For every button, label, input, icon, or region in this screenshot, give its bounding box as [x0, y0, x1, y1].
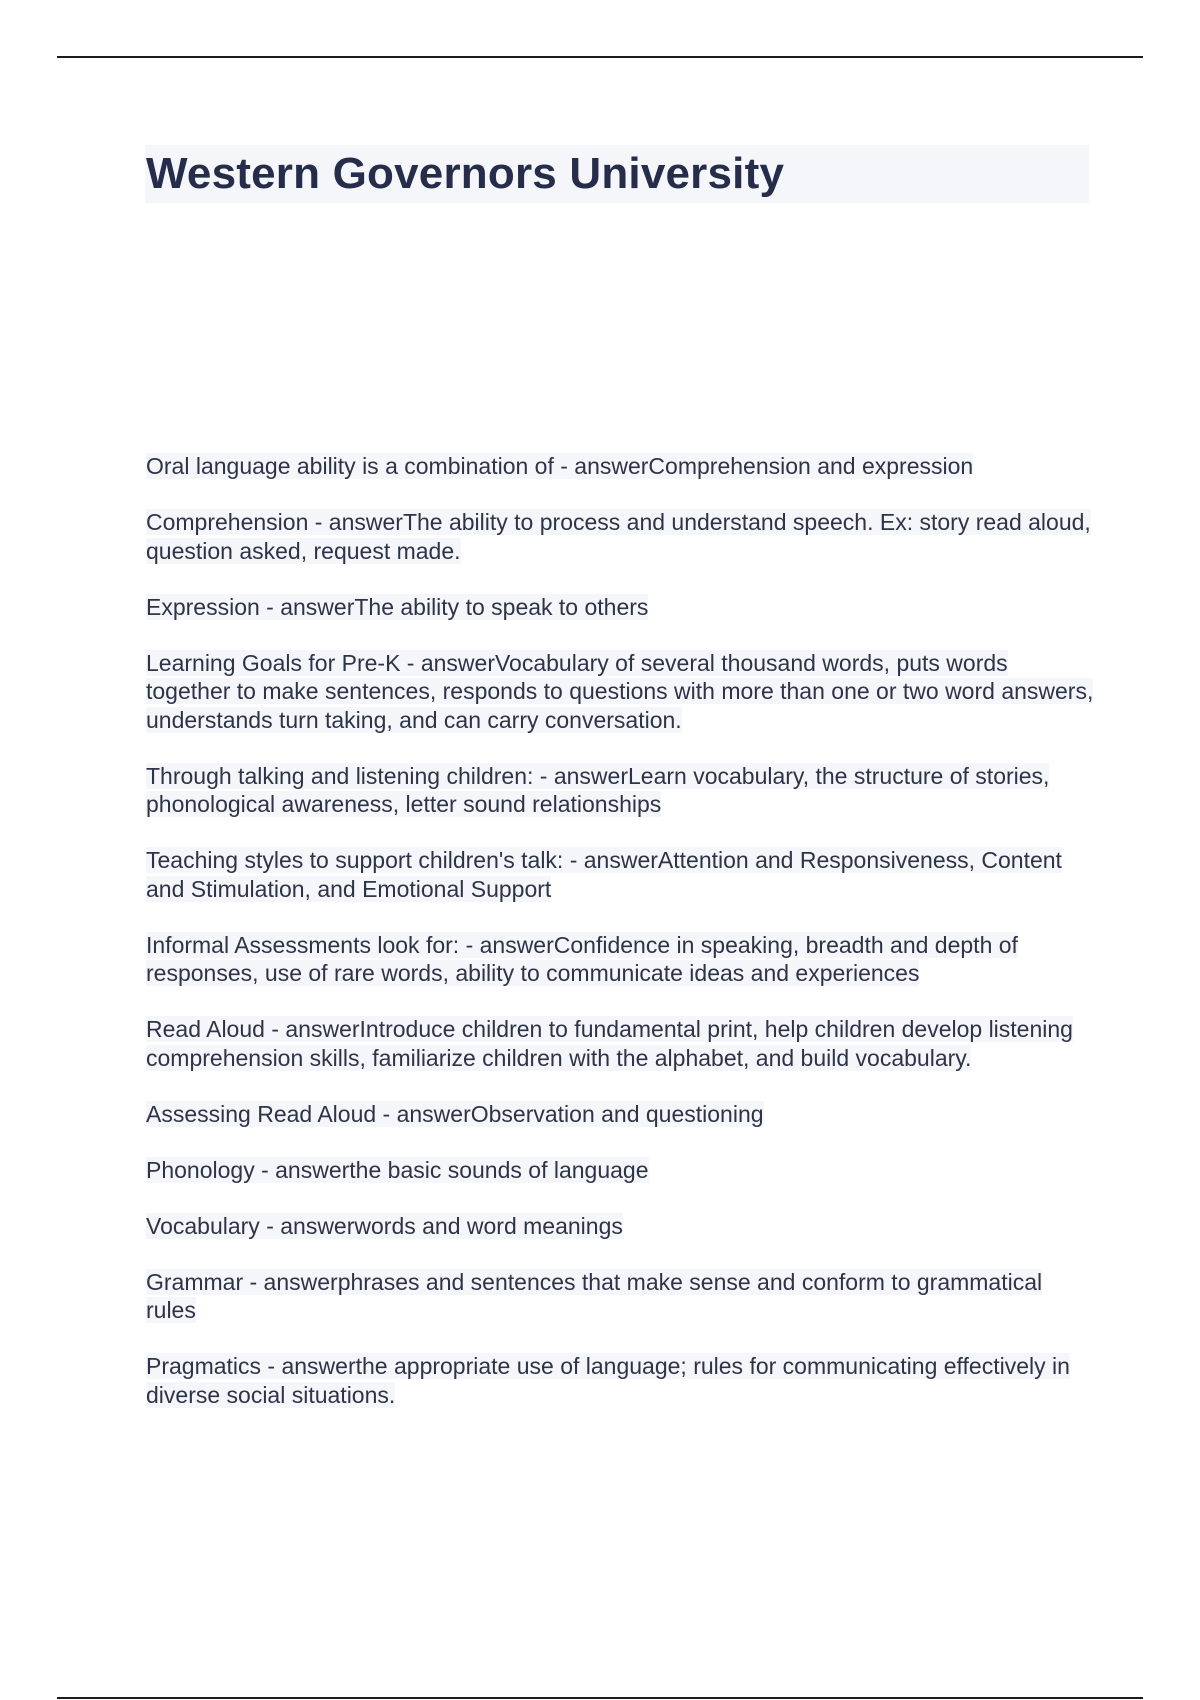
qa-item	[146, 762, 1096, 819]
qa-item	[146, 846, 1096, 903]
qa-text: Vocabulary - answerwords and word meanings	[146, 1212, 623, 1239]
qa-text: Expression - answerThe ability to speak to others	[146, 593, 649, 620]
qa-item	[146, 1352, 1096, 1409]
qa-item	[146, 931, 1096, 988]
qa-item	[146, 1156, 1096, 1185]
qa-item	[146, 649, 1096, 735]
page-title: Western Governors University	[146, 149, 785, 198]
top-rule	[57, 56, 1143, 58]
qa-item	[146, 1268, 1096, 1325]
qa-text: Learning Goals for Pre-K - answerVocabulary of several thousand words, puts words together to make sentences, responds to questions with more than one or two word answers, understands turn taking, and can carry conversation.	[146, 649, 1094, 733]
qa-text: Grammar - answerphrases and sentences that make sense and conform to grammatical rules	[146, 1268, 1043, 1323]
qa-text: Oral language ability is a combination of - answerComprehension and expression	[146, 453, 974, 479]
qa-item	[146, 1100, 1096, 1129]
qa-text: Phonology - answerthe basic sounds of language	[146, 1156, 649, 1183]
qa-item	[146, 452, 1096, 481]
qa-text: Teaching styles to support children's talk: - answerAttention and Responsiveness, Content and Stimulation, and Emotional Support	[146, 847, 1062, 902]
qa-text: Assessing Read Aloud - answerObservation and questioning	[146, 1100, 764, 1127]
qa-text: Read Aloud - answerIntroduce children to fundamental print, help children develop listening comprehension skills, familiarize children with the alphabet, and build vocabulary.	[146, 1016, 1073, 1071]
qa-item	[146, 1015, 1096, 1072]
qa-item	[146, 593, 1096, 622]
qa-list	[146, 452, 1096, 1437]
qa-item	[146, 1212, 1096, 1241]
qa-text: Through talking and listening children: - answerLearn vocabulary, the structure of stories, phonological awareness, letter sound relationships	[146, 762, 1050, 817]
qa-text: Comprehension - answerThe ability to process and understand speech. Ex: story read aloud, question asked, request made.	[146, 509, 1091, 564]
qa-item	[146, 508, 1096, 565]
qa-text: Pragmatics - answerthe appropriate use of language; rules for communicating effectively in diverse social situations.	[146, 1353, 1070, 1408]
bottom-rule	[57, 1697, 1143, 1699]
qa-text: Informal Assessments look for: - answerConfidence in speaking, breadth and depth of responses, use of rare words, ability to communicate ideas and experiences	[146, 931, 1018, 986]
